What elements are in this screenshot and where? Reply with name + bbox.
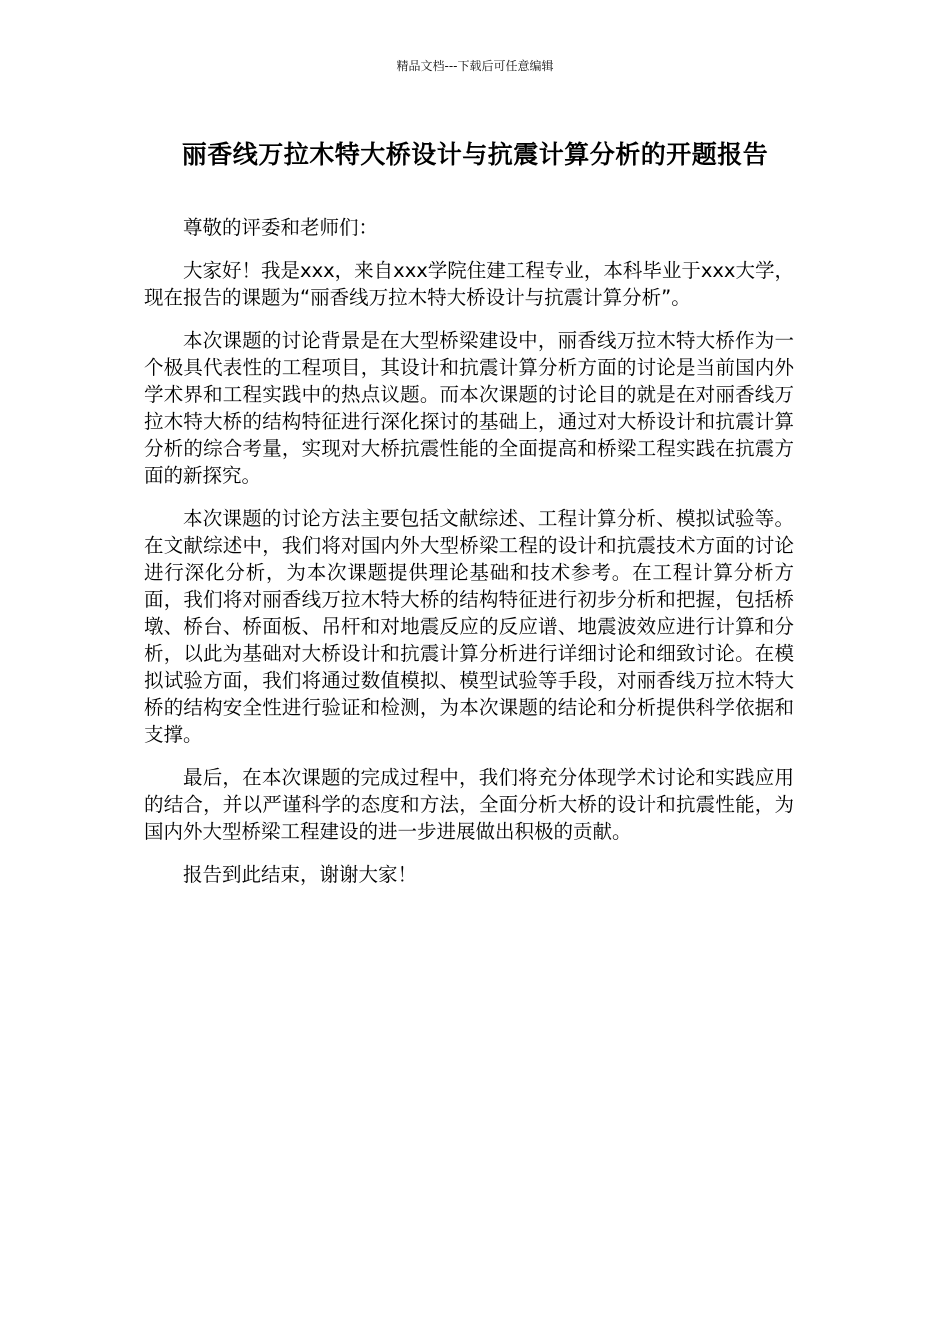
introduction-paragraph: 大家好！我是xxx，来自xxx学院住建工程专业，本科毕业于xxx大学，现在报告的课题为“丽香线万拉木特大桥设计与抗震计算分析”。 [144,259,794,309]
background-paragraph: 本次课题的讨论背景是在大型桥梁建设中，丽香线万拉木特大桥作为一个极具代表性的工程项目，其设计和抗震计算分析方面的讨论是当前国内外学术界和工程实践中的热点议题。而本次课题的讨论目的就是在对丽香线万拉木特大桥的结构特征进行深化探讨的基础上，通过对大桥设计和抗震计算分析的综合考量，实现对大桥抗震性能的全面提高和桥梁工程实践在抗震方面的新探究。 [144,329,794,487]
closing-paragraph: 报告到此结束，谢谢大家！ [183,863,418,886]
conclusion-paragraph: 最后，在本次课题的完成过程中，我们将充分体现学术讨论和实践应用的结合，并以严谨科学的态度和方法，全面分析大桥的设计和抗震性能，为国内外大型桥梁工程建设的进一步进展做出积极的贡献。 [144,766,794,843]
methods-paragraph: 本次课题的讨论方法主要包括文献综述、工程计算分析、模拟试验等。在文献综述中，我们将对国内外大型桥梁工程的设计和抗震技术方面的讨论进行深化分析，为本次课题提供理论基础和技术参考。在工程计算分析方面，我们将对丽香线万拉木特大桥的结构特征进行初步分析和把握，包括桥墩、桥台、桥面板、吊杆和对地震反应的反应谱、地震波效应进行计算和分析，以此为基础对大桥设计和抗震计算分析进行详细讨论和细致讨论。在模拟试验方面，我们将通过数值模拟、模型试验等手段，对丽香线万拉木特大桥的结构安全性进行验证和检测，为本次课题的结论和分析提供科学依据和支撑。 [144,507,794,746]
document-body [144,214,794,904]
document-title: 丽香线万拉木特大桥设计与抗震计算分析的开题报告 [181,140,769,169]
header-note: 精品文档---下载后可任意编辑 [396,59,554,73]
salutation-paragraph: 尊敬的评委和老师们： [183,216,379,239]
